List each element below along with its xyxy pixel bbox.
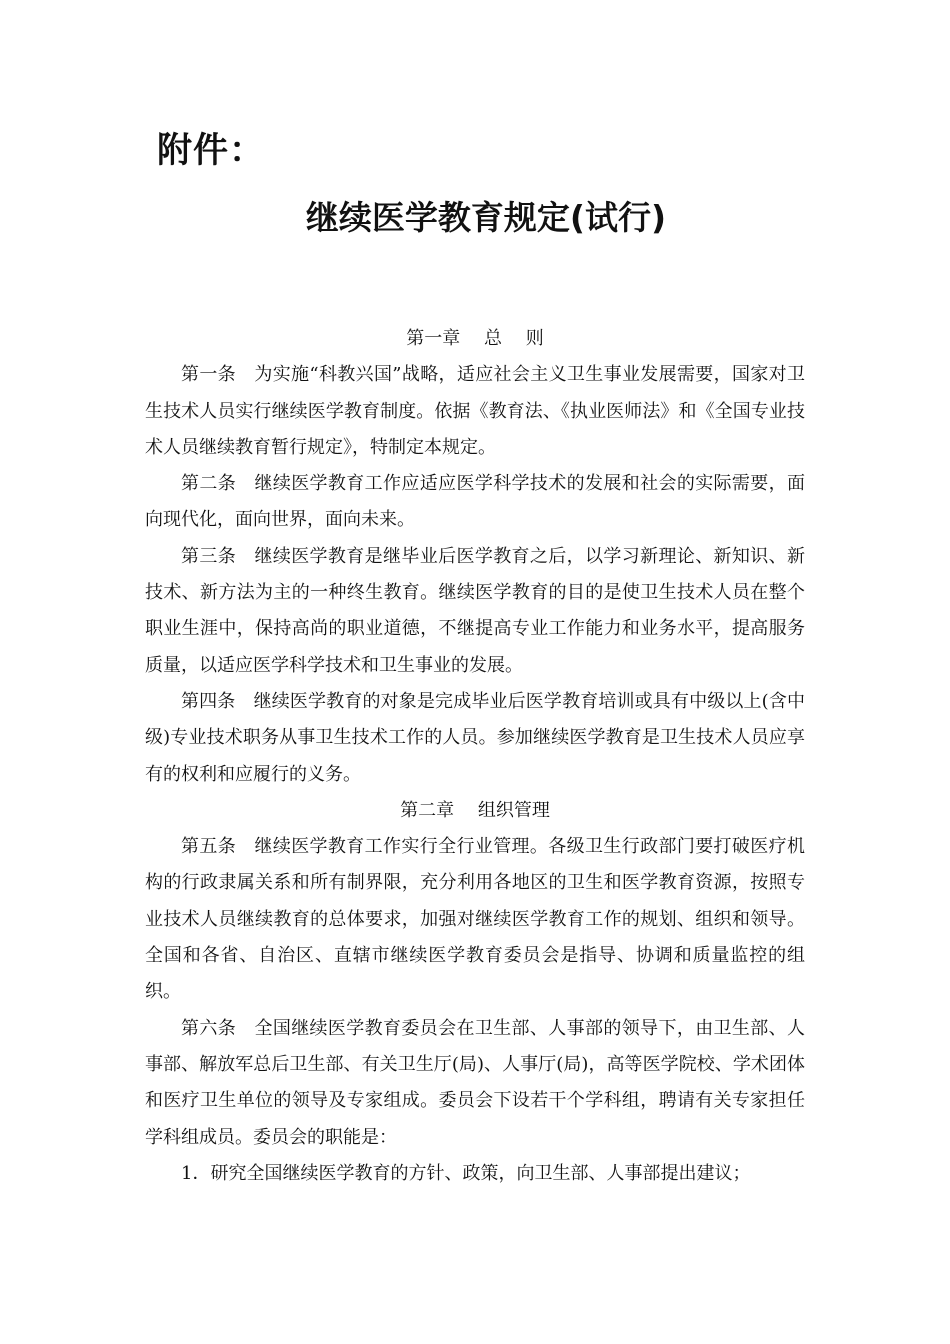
chapter-heading: 第二章 组织管理 [400,799,550,821]
chapter-heading: 第一章 总 则 [406,328,544,349]
article-text: 继续医学教育工作实行全行业管理。各级卫生行政部门要打破医疗机构的行政隶属关系和所有制界限，充分利用各地区的卫生和医学教育资源，按照专业技术人员继续教育的总体要求，加强对继续医学教育工作的规划、组织和领导。全国和各省、自治区、直辖市继续医学教育委员会是指导、协调和质量监控的组织。 [145,836,806,1003]
article-paragraph [145,466,805,539]
article-paragraph [145,829,805,1010]
article-number: 第四条 [181,690,254,712]
article-paragraph [145,357,805,466]
article-number: 第六条 [181,1017,255,1039]
article-paragraph [145,539,805,684]
document-title: 继续医学教育规定(试行) [305,198,667,237]
article-text: 全国继续医学教育委员会在卫生部、人事部的领导下，由卫生部、人事部、解放军总后卫生部、有关卫生厅(局)、人事厅(局)，高等医学院校、学术团体和医疗卫生单位的领导及专家组成。委员会下设若干个学科组，聘请有关专家担任学科组成员。委员会的职能是： [145,1017,806,1148]
article-paragraph [145,684,805,793]
article-text: 继续医学教育是继毕业后医学教育之后，以学习新理论、新知识、新技术、新方法为主的一种终生教育。继续医学教育的目的是使卫生技术人员在整个职业生涯中，保持高尚的职业道德，不继提高专业工作能力和业务水平，提高服务质量，以适应医学科学技术和卫生事业的发展。 [145,545,806,676]
list-item: 1．研究全国继续医学教育的方针、政策，向卫生部、人事部提出建议； [181,1162,751,1184]
article-number: 第一条 [181,364,255,386]
article-paragraph [145,1011,805,1156]
article-number: 第五条 [181,836,255,858]
attachment-label: 附件： [157,131,266,171]
article-text: 继续医学教育工作应适应医学科学技术的发展和社会的实际需要，面向现代化，面向世界，面向未来。 [145,473,806,531]
article-number: 第三条 [181,545,255,567]
article-number: 第二条 [181,473,255,495]
document-body [145,321,805,1192]
article-text: 为实施“科教兴国”战略，适应社会主义卫生事业发展需要，国家对卫生技术人员实行继续医学教育制度。依据《教育法、《执业医师法》和《全国专业技术人员继续教育暂行规定》，特制定本规定。 [145,364,806,458]
article-text: 继续医学教育的对象是完成毕业后医学教育培训或具有中级以上(含中级)专业技术职务从事卫生技术工作的人员。参加继续医学教育是卫生技术人员应享有的权利和应履行的义务。 [145,690,805,785]
